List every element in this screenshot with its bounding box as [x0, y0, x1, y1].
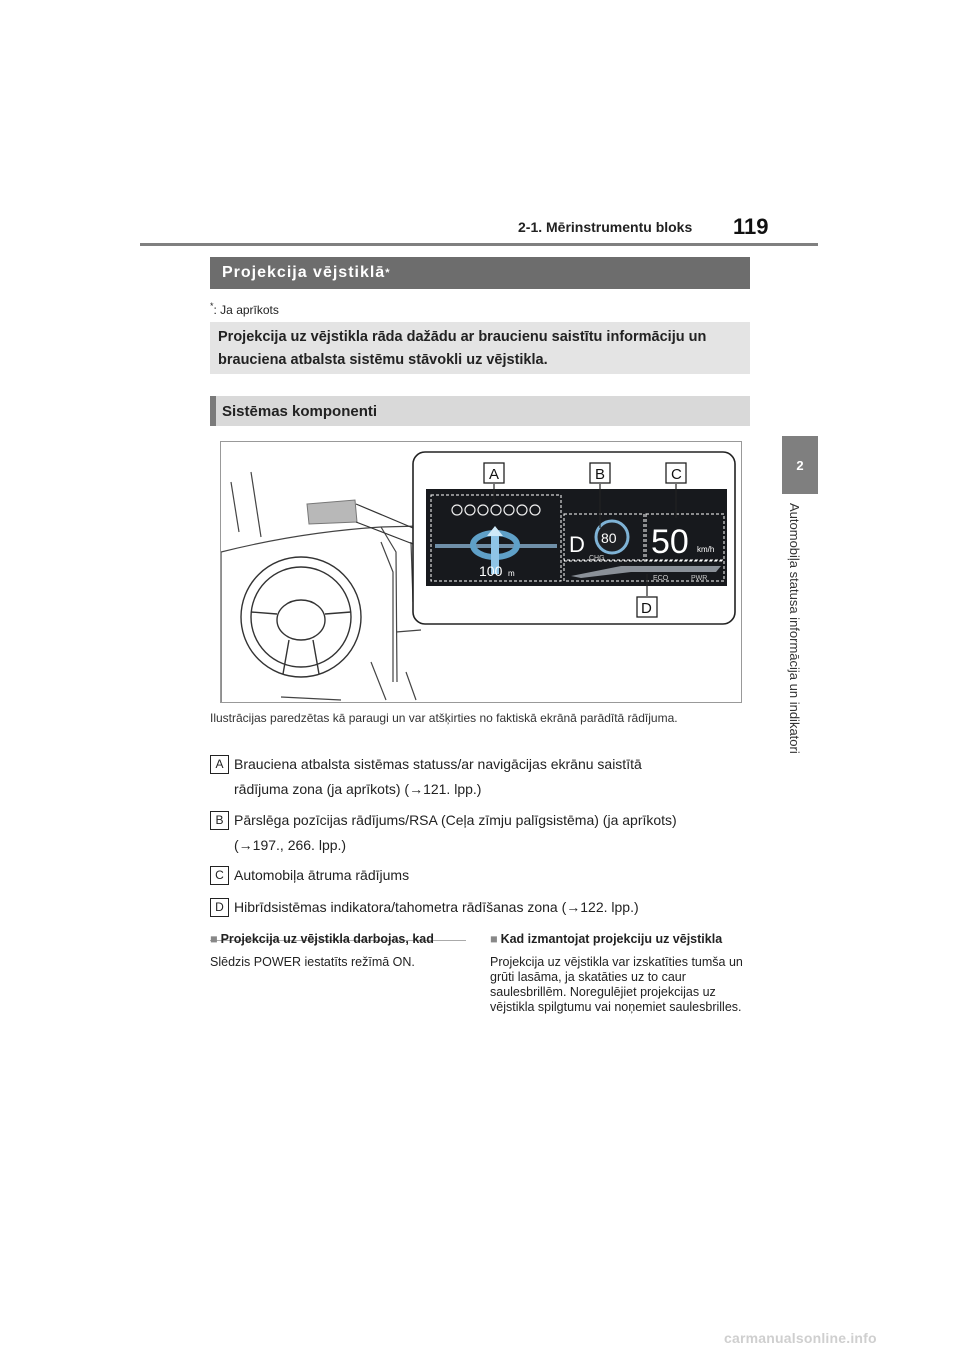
item-c-badge: C	[210, 866, 229, 885]
note-right-heading-text: Kad izmantojat projekciju uz vējstikla	[500, 932, 723, 946]
section-label: 2-1. Mērinstrumentu bloks	[518, 219, 693, 235]
callout-c	[666, 463, 686, 483]
item-c-text-1: Automobiļa ātruma rādījums	[234, 867, 410, 883]
hud-illustration-svg	[221, 442, 741, 702]
footnote	[210, 301, 279, 317]
header-rule	[140, 243, 818, 246]
chapter-tab	[782, 436, 818, 494]
speed-unit: km/h	[697, 545, 715, 554]
footnote-text: : Ja aprīkots	[213, 303, 279, 317]
callout-a	[484, 463, 504, 483]
note-left-heading-text: Projekcija uz vējstikla darbojas, kad	[220, 932, 434, 946]
subsection-title: Sistēmas komponenti	[222, 402, 378, 420]
speed-limit-value: 80	[601, 530, 617, 546]
square-bullet-icon: ■	[210, 932, 218, 946]
subsection-title-bar	[210, 396, 750, 426]
item-d	[210, 895, 750, 920]
intro-box: Projekcija uz vējstikla rāda dažādu ar braucienu saistītu informāciju un brauciena atbalsta sistēmu stāvokli uz vējstikla.	[210, 322, 750, 374]
item-b	[210, 808, 750, 858]
speed-value: 50	[651, 523, 689, 561]
callout-b	[590, 463, 610, 483]
note-right-body: Projekcija uz vējstikla var izskatīties tumša un grūti lasāma, ja skatāties uz to caur saulesbrillēm. Noregulējiet projekcijas uz vējstikla spilgtumu vai noņemiet saulesbrilles.	[490, 955, 743, 1014]
item-b-text-1: Pārslēga pozīcijas rādījums/RSA (Ceļa zīmju palīgsistēma) (ja aprīkots)	[234, 812, 677, 828]
note-right-heading	[490, 932, 752, 947]
figure-caption: Ilustrācijas paredzētas kā paraugi un var atšķirties no faktiskā ekrānā parādītā rādījuma.	[210, 711, 678, 725]
callout-b-label: B	[595, 466, 606, 483]
item-a-text-1: Brauciena atbalsta sistēmas statuss/ar navigācijas ekrānu saistītā	[234, 756, 642, 772]
callout-d	[637, 597, 657, 617]
steering-wheel-icon	[241, 557, 361, 677]
chapter-number: 2	[796, 457, 804, 473]
square-bullet-icon: ■	[490, 932, 498, 946]
item-c	[210, 863, 750, 888]
note-left-body: Slēdzis POWER iestatīts režīmā ON.	[210, 955, 415, 969]
note-left-heading	[210, 932, 466, 947]
watermark: carmanualsonline.info	[724, 1330, 877, 1346]
callout-d-label: D	[641, 600, 652, 617]
footnote-mark: *	[210, 301, 214, 311]
hud-illustration	[220, 441, 742, 703]
chapter-title: Automobiļa statusa informācija un indikatori	[787, 503, 802, 754]
note-left	[210, 932, 466, 970]
item-d-text-1: Hibrīdsistēmas indikatora/tahometra rādīšanas zona (→122. lpp.)	[234, 899, 639, 915]
section-title-asterisk: *	[385, 267, 391, 279]
item-b-badge: B	[210, 811, 229, 830]
gear-indicator: D	[569, 532, 585, 557]
item-a-badge: A	[210, 755, 229, 774]
pwr-label: PWR	[691, 575, 708, 582]
item-a-text-2: rādījuma zona (ja aprīkots) (→121. lpp.)	[234, 781, 482, 797]
eco-label: ECO	[653, 575, 669, 582]
zoom-pointer-lines	[356, 504, 413, 544]
item-b-text-2: (→197., 266. lpp.)	[234, 837, 347, 853]
distance-value: 100	[479, 563, 503, 579]
section-title-bar	[210, 257, 750, 289]
callout-c-label: C	[671, 466, 682, 483]
distance-unit: m	[508, 569, 515, 578]
section-title: Projekcija vējstiklā	[222, 264, 386, 281]
item-d-badge: D	[210, 898, 229, 917]
callout-a-label: A	[489, 466, 500, 483]
chg-label: CHG	[589, 555, 605, 562]
item-a	[210, 752, 750, 802]
page-number: 119	[733, 214, 769, 239]
note-right	[490, 932, 752, 1015]
hud-projection-area	[307, 500, 357, 524]
